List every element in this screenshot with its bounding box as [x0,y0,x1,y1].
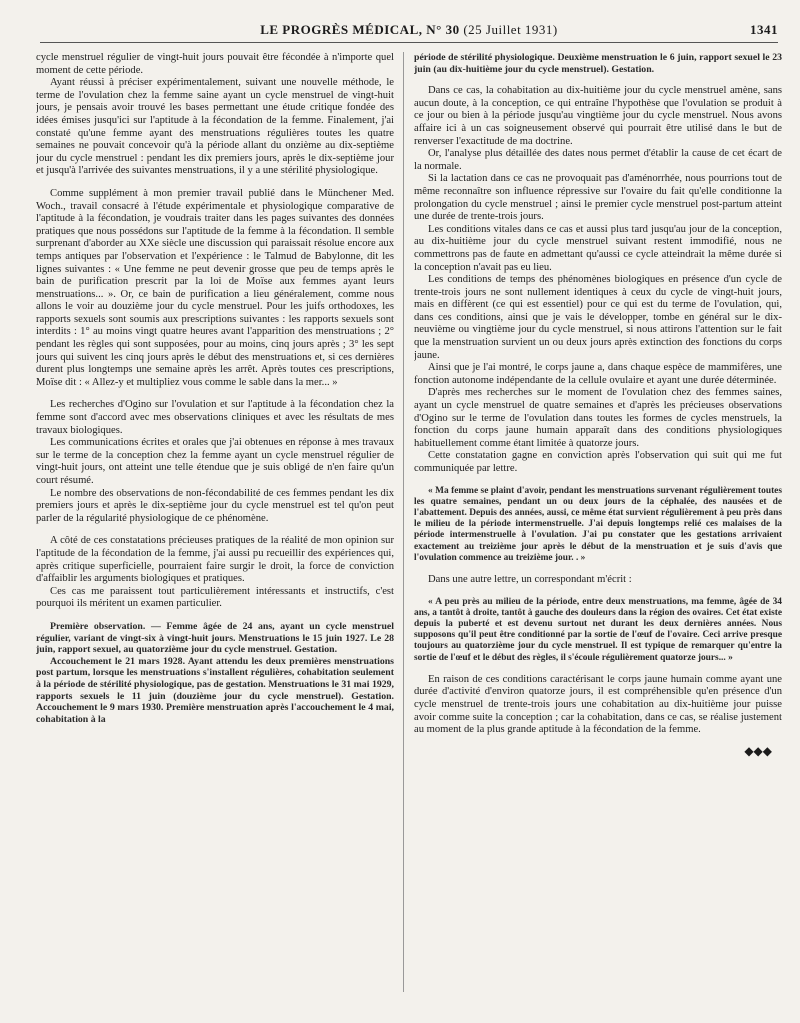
right-column [414,52,782,1012]
paragraph: Cette constatation gagne en conviction après l'observation qui suit qui me fut communiquée par lettre. [414,450,782,474]
paragraph: Les conditions vitales dans ce cas et aussi plus tard jusqu'au jour de la conception, au dix-huitième jour du cycle menstruel suivant restent immodifié, nous ne commettrons pas de faute en admettant qu'aussi ce cycle atteindrait la même durée si la conception n'avait pas eu lieu. [414,223,782,273]
paragraph: En raison de ces conditions caractérisant le corps jaune humain comme ayant une durée d'activité d'environ quatorze jours, il est compréhensible qu'en présence d'un cycle menstruel de trente-trois jours une cohabitation au dix-huitième jour puisse avoir comme suite la conception ; car la cohabitation, dans ce cas, se réalise justement au moment de la plus grande aptitude à la fécondation de la femme. [414,673,782,736]
issue-date: (25 Juillet 1931) [463,22,558,37]
paragraph: Si la lactation dans ce cas ne provoquait pas d'aménorrhée, nous pourrions tout de même reconnaître son influence répressive sur l'ovaire du fait qu'elle conditionne la prolongation du cycle menstruel ; ainsi le premier cycle menstruel post-partum atteint une durée de trente-trois jours. [414,173,782,223]
paragraph: Or, l'analyse plus détaillée des dates nous permet d'établir la cause de cet écart de la normale. [414,148,782,172]
paragraph: Ainsi que je l'ai montré, le corps jaune a, dans chaque espèce de mammifères, une fonction autonome indépendante de la cellule ovulaire et ayant une durée déterminée. [414,362,782,386]
paragraph: Le nombre des observations de non-fécondabilité de ces femmes pendant les dix premiers jours et après le dix-septième jour du cycle menstruel est tel qu'on peut parler de la régularité physiologique de ce phénomène. [36,487,394,524]
paragraph: « Ma femme se plaint d'avoir, pendant les menstruations survenant régulièrement toutes les quatre semaines, pendant un ou deux jours de la céphalée, des nausées et de l'abattement. Depuis des années, aussi, ce même état survient régulièrement à peu près dans le milieu de la période intermenstruelle. J'ai depuis longtemps relié ces malaises de la période intermenstruelle à l'ovulation. J'ai pu constater que les gestations arrivaient exactement au treizième jour après le début de la menstruation et je suis d'avis que l'ovulation commence au treizième jour. . » [414,485,782,563]
end-ornament: ◆◆◆ [744,743,772,758]
paragraph: Les conditions de temps des phénomènes biologiques en présence d'un cycle de trente-trois jours ne sont nullement identiques à ceux du cycle de vingt-huit jours, mais en diffèrent (ce qui est essentiel) pour ce qui est du terme de l'ovulation, qui, dans ces conditions, ainsi que je vais le développer, tombe en général sur le dix-neuvième ou vingtième jour du cycle menstruel, si nous attirons l'attention sur le fait que la menstruation survient un ou deux jours après extinction des fonctions du corps jaune. [414,274,782,361]
paragraph: Les recherches d'Ogino sur l'ovulation et sur l'aptitude à la fécondation chez la femme sont d'accord avec mes observations cliniques et avec les résultats de mes travaux biologiques. [36,399,394,436]
journal-title: LE PROGRÈS MÉDICAL, N° 30 (25 Juillet 1931) [260,22,558,37]
paragraph: période de stérilité physiologique. Deuxième menstruation le 6 juin, rapport sexuel le 23 juin (au dix-huitième jour du cycle menstruel). Gestation. [414,52,782,75]
page-header [40,22,778,43]
paragraph: « A peu près au milieu de la période, entre deux menstruations, ma femme, âgée de 34 ans, a tantôt à droite, tantôt à gauche des douleurs dans la région des ovaires. Cet état existe depuis la puberté et est devenu surtout net durant les deux dernières années. Nous supposons qu'il peut être conditionné par la sortie de l'œuf de l'ovaire. Ceci arrive presque toujours au quatorzième jour du cycle menstruel. Il est typique de remarquer qu'entre la sortie de l'œuf et le début des règles, il s'écoule régulièrement quatorze jours... » [414,596,782,663]
paragraph: Comme supplément à mon premier travail publié dans le Münchener Med. Woch., travail consacré à l'étude expérimentale et physiologique comparative de l'aptitude à la fécondation, je voudrais traiter dans les pages suivantes des données pratiques que nous possédons sur l'aptitude de la femme à la fécondation. Il semble surprenant d'aborder au XXe siècle une discussion qui paraissait résolue encore aux temps antiques par l'observation et l'expérience : le Talmud de Babylonne, dit les lignes suivantes : « Une femme ne peut devenir grosse que peu de temps après le bain de purification prescrit par la loi de Moïse aux femmes ayant leurs menstruations... ». Or, ce bain de purification a lieu généralement, comme nous allons le voir au douzième jour du cycle menstruel. Pour les juifs orthodoxes, les rapports sexuels sont soumis aux prescriptions suivantes : les rapports sexuels sont interdits : 1° au moins vingt quatre heures avant l'apparition des menstruations ; 2° pendant les règles qui sont supposées, pour au moins, cinq jours après ; 3° les sept jours qui suivent les cinq jours après le début des menstruations et, si ces dernières durent plus longtemps une semaine après les arrêt. Après toutes ces prescriptions, Moïse dit : « Allez-y et multipliez vous comme le sable dans la mer... » [36,187,394,388]
paragraph: D'après mes recherches sur le moment de l'ovulation chez des femmes saines, ayant un cycle menstruel de quatre semaines et d'après les précieuses observations d'Ogino sur le terme de l'ovulation dans toutes les formes de cycles menstruels, la fonction du corps jaune humain apparaît dans des conditions physiologiques habituellement comme étant limitée à quatorze jours. [414,387,782,449]
paragraph: Ces cas me paraissent tout particulièrement intéressants et instructifs, c'est pourquoi ils méritent un examen particulier. [36,585,394,610]
paragraph: Dans ce cas, la cohabitation au dix-huitième jour du cycle menstruel amène, sans aucun doute, à la conception, ce qui entraîne l'hypothèse que l'ovulation se produit à ce jour ou bien à la période jusqu'au vingtième jour du cycle menstruel. Nous avons affaire ici à un cas soigneusement observé qui pourrait être utilisé dans le but de renverser l'exactitude de ma doctrine. [414,85,782,147]
paragraph: Ayant réussi à préciser expérimentalement, suivant une nouvelle méthode, le terme de l'ovulation chez la femme saine ayant un cycle menstruel de vingt-huit jours, je pensais avoir trouvé les bases permettant une étude critique fondée des idées émises jusqu'ici sur l'aptitude à la fécondation de la femme. Finalement, j'ai constaté qu'une femme ayant des menstruations régulières toutes les quatre semaines ne pouvait concevoir qu'à la période allant du onzième au dix-septième jour du cycle menstruel : pendant les dix premiers jours, après le dix-septième jour et jusqu'à l'arrivée des suivantes menstruations, il y a une stérilité physiologique. [36,77,394,177]
column-divider [403,52,404,992]
paragraph: Accouchement le 21 mars 1928. Ayant attendu les deux premières menstruations post partum, lorsque les menstruations s'installent régulières, cohabitation seulement à la période de stérilité physiologique, pas de gestation. Menstruations le 31 mai 1929, rapports sexuels le 11 juin (douzième jour du cycle menstruel). Gestation. Accouchement le 9 mars 1930. Première menstruation après l'accouchement le 4 mai, cohabitation à la [36,655,394,725]
paragraph: Première observation. — Femme âgée de 24 ans, ayant un cycle menstruel régulier, variant de vingt-six à vingt-huit jours. Menstruations le 15 juin 1927. Le 28 juin, rapport sexuel, au quatorzième jour du cycle menstruel. Gestation. [36,620,394,656]
left-column [36,52,394,1012]
page-number: 1341 [750,22,778,37]
paragraph: cycle menstruel régulier de vingt-huit jours pouvait être fécondée à n'importe quel moment de cette période. [36,52,394,76]
paragraph: A côté de ces constatations précieuses pratiques de la réalité de mon opinion sur l'aptitude de la fécondation de la femme, j'ai aussi pu recueillir des expériences qui, après critique superficielle, pourraient faire surgir le droit, la force de conviction d'affaiblir les arguments biologiques et pratiques. [36,535,394,585]
paragraph: Les communications écrites et orales que j'ai obtenues en réponse à mes travaux sur le terme de la conception chez la femme ayant un cycle menstruel régulier de vingt-huit jours, ont atteint une telle étendue que je suis obligé de n'en faire qu'un court résumé. [36,437,394,486]
paragraph: Dans une autre lettre, un correspondant m'écrit : [428,574,632,586]
